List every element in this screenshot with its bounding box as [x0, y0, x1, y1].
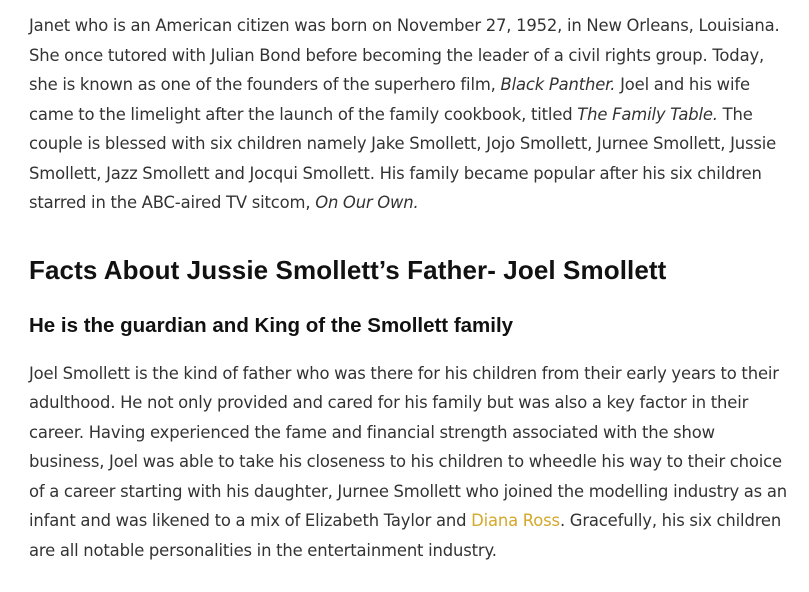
paragraph-text: Janet who is an American citizen was born on November 27, 1952, in New Orleans, Louisiana. She once tutored with Julian Bond before becoming the leader of a civil rights group. Today, she is known as one of the founders of the superhero film, [29, 16, 780, 94]
paragraph-text: The couple is blessed with six children namely Jake Smollett, Jojo Smollett, Jurnee Smollett, Jussie Smollett, Jazz Smollett and Jocqui Smollett. His family became popular after his six children starred in the ABC-aired TV sitcom, [29, 104, 777, 212]
film-title-black-panther: Black Panther. [500, 75, 616, 94]
paragraph-text: Joel and his wife came to the limelight after the launch of the family cookbook, titled [29, 75, 750, 124]
subsection-heading: He is the guardian and King of the Smollett family [29, 313, 514, 337]
section-heading: Facts About Jussie Smollett’s Father- Joel Smollett [29, 254, 667, 285]
sitcom-title: On Our Own. [315, 193, 419, 212]
article-content [29, 11, 789, 565]
paragraph-text: Joel Smollett is the kind of father who was there for his children from their early years to their adulthood. He not only provided and cared for his family but was also a key factor in their career. Having experienced the fame and financial strength associated with the show business, Joel was able to take his closeness to his children to wheedle his way to their choice of a career starting with his daughter, Jurnee Smollett who joined the modelling industry as an infant and was likened to a mix of Elizabeth Taylor and [29, 363, 787, 530]
diana-ross-link[interactable]: Diana Ross [471, 511, 560, 530]
cookbook-title: The Family Table. [577, 104, 718, 124]
intro-paragraph [29, 11, 789, 218]
paragraph-text: . Gracefully, his six children are all notable personalities in the entertainment industry. [29, 511, 782, 560]
body-paragraph [29, 359, 789, 566]
